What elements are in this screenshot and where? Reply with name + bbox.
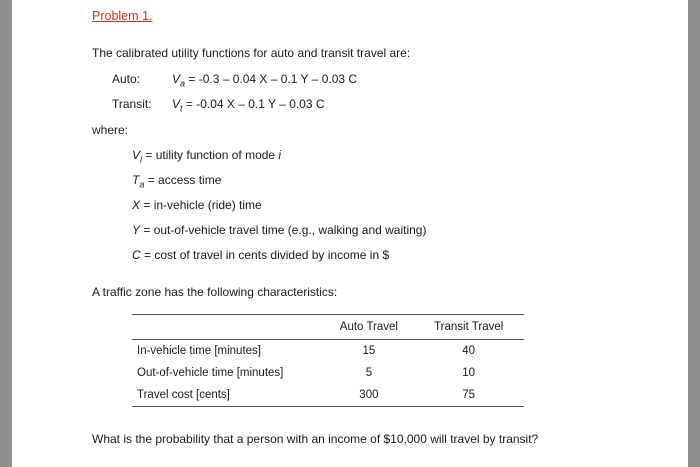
def-v-symbol: V [132, 148, 141, 162]
table-row [132, 384, 524, 407]
transit-value: 10 [462, 367, 476, 379]
def-t-symbol: T [132, 173, 140, 187]
def-v-text: = utility function of mode [142, 148, 279, 162]
table-header-empty [132, 315, 324, 340]
table-row [132, 362, 524, 384]
table-header-auto: Auto Travel [324, 315, 413, 340]
auto-equation [172, 72, 357, 88]
definition-y [132, 223, 426, 237]
table-row [132, 340, 524, 363]
table-header-row [132, 315, 524, 340]
auto-equation-label: Auto: [112, 72, 141, 86]
auto-equation-rhs: = -0.3 – 0.04 X – 0.1 Y – 0.03 C [185, 72, 358, 86]
transit-value: 75 [413, 384, 524, 407]
document-page [12, 0, 688, 467]
def-y-symbol: Y [132, 223, 141, 237]
def-y-text: = out-of-vehicle travel time (e.g., walking and waiting) [140, 223, 427, 237]
transit-value: 40 [462, 345, 476, 357]
transit-equation-label: Transit: [112, 97, 152, 111]
table-header-transit: Transit Travel [413, 315, 524, 340]
auto-v-symbol: V [172, 72, 181, 86]
def-v-subscript: i [140, 154, 143, 165]
def-t-subscript: a [139, 179, 145, 190]
def-v-tail: i [278, 148, 282, 162]
def-x-text: = in-vehicle (ride) time [140, 198, 262, 212]
transit-v-symbol: V [172, 97, 181, 111]
where-label: where: [92, 123, 129, 137]
row-label: In-vehicle time [minutes] [137, 345, 261, 357]
intro-text: The calibrated utility functions for auto and transit travel are: [92, 46, 411, 60]
auto-value: 300 [324, 384, 413, 407]
def-t-text: = access time [144, 173, 222, 187]
definition-v [132, 148, 281, 164]
definition-t [132, 173, 221, 189]
transit-v-subscript: t [180, 103, 183, 114]
auto-v-subscript: a [180, 78, 186, 89]
transit-equation-rhs: = -0.04 X – 0.1 Y – 0.03 C [182, 97, 325, 111]
definition-x [132, 198, 262, 212]
transit-equation [172, 97, 325, 113]
zone-characteristics-table [132, 314, 524, 407]
auto-value: 5 [365, 367, 373, 379]
row-label: Travel cost [cents] [132, 384, 324, 407]
zone-intro-text: A traffic zone has the following characteristics: [92, 285, 338, 299]
row-label: Out-of-vehicle time [minutes] [137, 367, 284, 379]
definition-c [132, 248, 389, 262]
problem-title: Problem 1. [92, 9, 153, 23]
def-c-text: = cost of travel in cents divided by income in $ [140, 248, 390, 262]
def-c-symbol: C [132, 248, 141, 262]
def-x-symbol: X [132, 198, 141, 212]
auto-value: 15 [362, 345, 376, 357]
question-text: What is the probability that a person with an income of $10,000 will travel by transit? [92, 432, 539, 446]
